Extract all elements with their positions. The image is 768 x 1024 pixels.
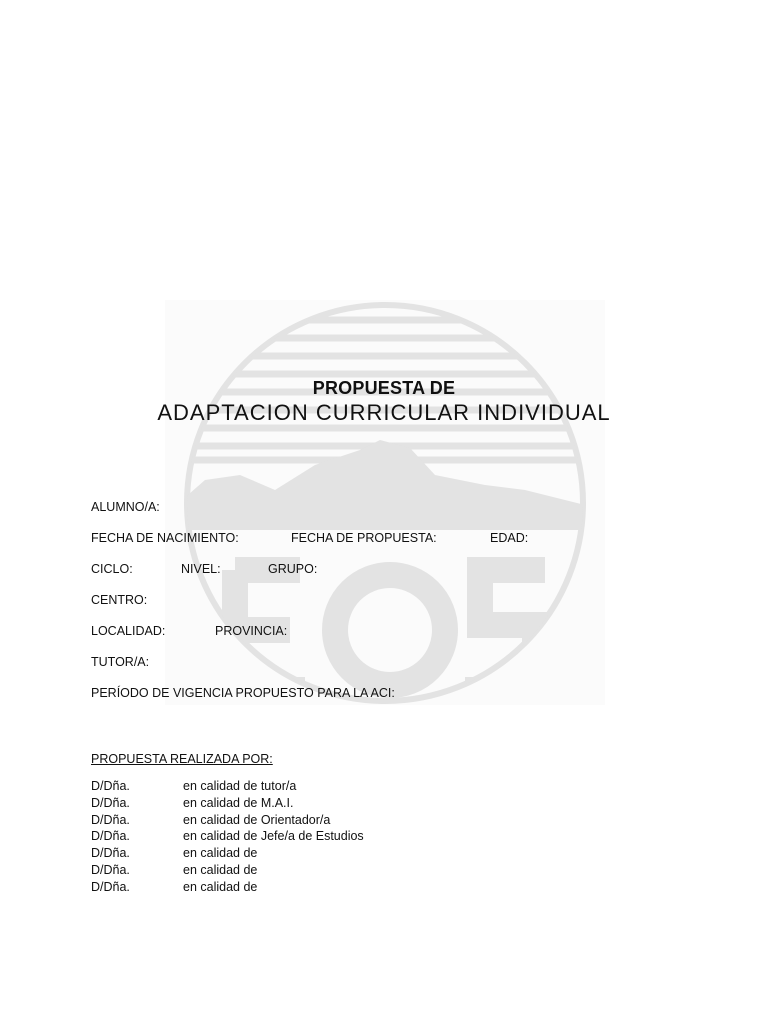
field-alumno: ALUMNO/A: xyxy=(91,500,160,514)
field-centro: CENTRO: xyxy=(91,593,148,607)
propuesta-row-role: en calidad de Orientador/a xyxy=(183,813,331,827)
propuesta-row-prefix: D/Dña. xyxy=(91,863,130,877)
propuesta-row-prefix: D/Dña. xyxy=(91,813,130,827)
propuesta-row-role: en calidad de tutor/a xyxy=(183,779,297,793)
field-tutor: TUTOR/A: xyxy=(91,655,150,669)
propuesta-row-role: en calidad de xyxy=(183,846,258,860)
field-edad: EDAD: xyxy=(490,531,529,545)
propuesta-row-prefix: D/Dña. xyxy=(91,779,130,793)
field-grupo: GRUPO: xyxy=(268,562,318,576)
propuesta-row-role: en calidad de xyxy=(183,863,258,877)
eos-watermark-logo xyxy=(165,300,605,705)
propuesta-row-role: en calidad de M.A.I. xyxy=(183,796,294,810)
field-ciclo: CICLO: xyxy=(91,562,133,576)
field-periodo-vigencia: PERÍODO DE VIGENCIA PROPUESTO PARA LA ACI: xyxy=(91,686,395,700)
document-title-line2: ADAPTACION CURRICULAR INDIVIDUAL xyxy=(157,400,611,425)
propuesta-heading: PROPUESTA REALIZADA POR: xyxy=(91,752,273,766)
field-localidad: LOCALIDAD: xyxy=(91,624,166,638)
document-title-line1: PROPUESTA DE xyxy=(312,378,456,398)
propuesta-row-prefix: D/Dña. xyxy=(91,846,130,860)
propuesta-row-role: en calidad de Jefe/a de Estudios xyxy=(183,829,364,843)
field-fecha-nacimiento: FECHA DE NACIMIENTO: xyxy=(91,531,239,545)
propuesta-row-prefix: D/Dña. xyxy=(91,880,130,894)
field-nivel: NIVEL: xyxy=(181,562,221,576)
field-fecha-propuesta: FECHA DE PROPUESTA: xyxy=(291,531,437,545)
propuesta-row-role: en calidad de xyxy=(183,880,258,894)
propuesta-row-prefix: D/Dña. xyxy=(91,829,130,843)
propuesta-row-prefix: D/Dña. xyxy=(91,796,130,810)
field-provincia: PROVINCIA: xyxy=(215,624,288,638)
